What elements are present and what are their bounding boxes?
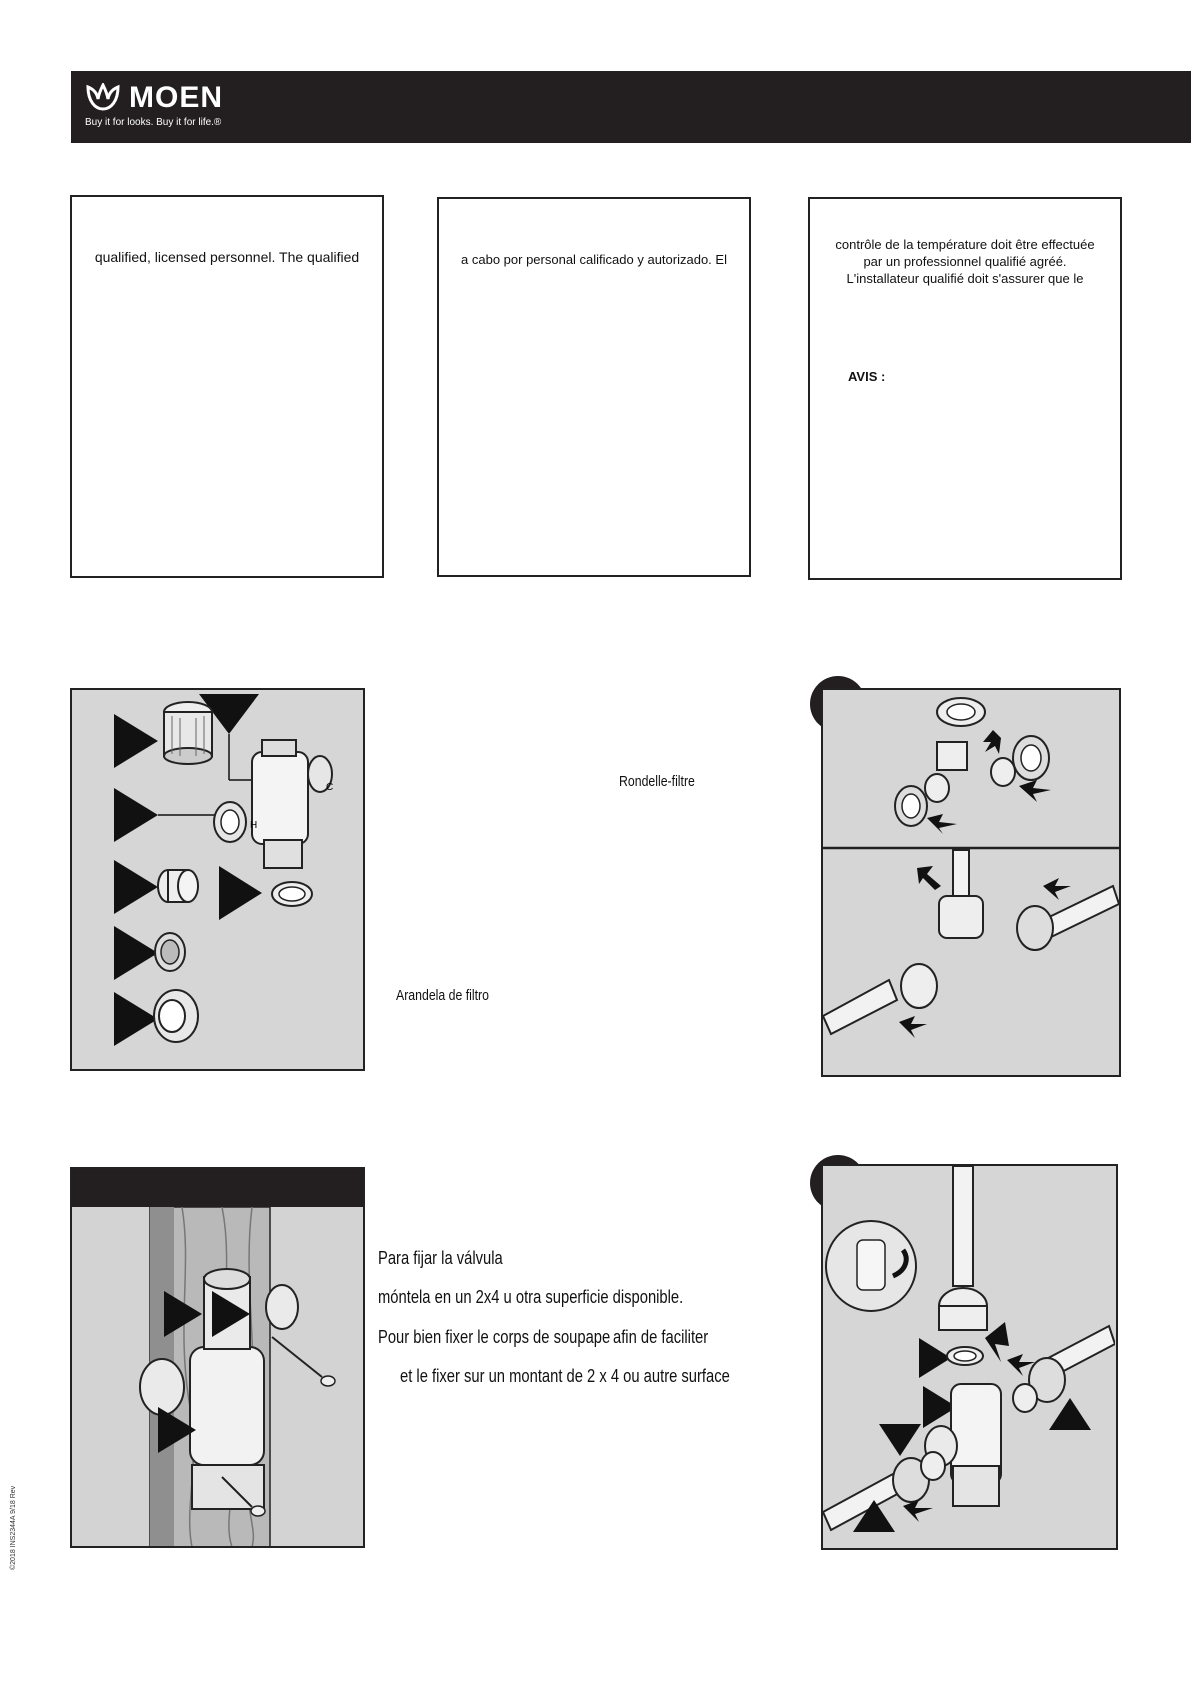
mount-es-line-1: Para fijar la válvula: [378, 1248, 503, 1268]
callout-s2-d-icon: [879, 1424, 921, 1456]
callout-s2-c-icon: [1049, 1398, 1091, 1430]
revision-text: Rev: [10, 1485, 17, 1499]
doc-code-text: ©2018 INS2344A 9/18: [10, 1500, 17, 1570]
cap-icon: [164, 702, 212, 764]
step-2-illustration: [823, 1166, 1115, 1548]
header-bar: [71, 71, 1191, 143]
spanish-warning-box: [437, 197, 751, 577]
english-warning-box: [70, 195, 384, 578]
callout-g-icon: [114, 992, 158, 1046]
callout-f-icon: [114, 926, 158, 980]
spanish-warning-line: a cabo por personal calificado y autorizado. El: [461, 252, 727, 267]
french-warning-box: [808, 197, 1122, 580]
arrow-down-s2-icon: [985, 1322, 1009, 1362]
french-warning-line-1: contrôle de la température doit être effectuée: [835, 237, 1095, 252]
arrow-left-2-icon: [1043, 878, 1071, 900]
arrow-right-icon: [899, 1016, 927, 1038]
step-1-panel: [821, 688, 1121, 1077]
washer-icon: [272, 882, 312, 906]
svg-text:C: C: [326, 782, 334, 793]
french-warning-line-3: L'installateur qualifié doit s'assurer que le: [846, 271, 1084, 286]
parts-illustration: [72, 690, 362, 1068]
step-2-panel: [821, 1164, 1118, 1550]
callout-c-icon: [114, 788, 158, 842]
callout-s2-a-icon: [919, 1338, 951, 1378]
filter-washer-label-es: Arandela de filtro: [396, 987, 489, 1004]
parts-panel: [70, 688, 365, 1071]
screw-1-icon: [272, 1337, 322, 1377]
french-warning-line-2: par un professionnel qualifié agréé.: [863, 254, 1067, 269]
french-notice-label: AVIS :: [848, 369, 886, 384]
filter-washer-icon: [155, 933, 185, 971]
arrow-down-right-icon: [917, 866, 941, 890]
filter-washer-label-fr: Rondelle-filtre: [619, 773, 695, 790]
document-code: [10, 1486, 17, 1570]
mount-es-line-2: móntela en un 2x4 u otra superficie disponible.: [378, 1287, 684, 1307]
arrow-right-s2-icon: [903, 1500, 933, 1522]
check-stop-icon: [158, 870, 198, 902]
callout-d-icon: [114, 860, 158, 914]
callout-a-icon: [114, 714, 158, 768]
arrow-down-left-icon: [927, 814, 957, 834]
nut-icon: [154, 990, 198, 1042]
mounting-panel-header: [72, 1169, 363, 1207]
svg-text:H: H: [250, 820, 258, 831]
mounting-panel: [70, 1167, 365, 1548]
arrow-left-icon: [1019, 780, 1051, 802]
moen-logo-mark-icon: [85, 83, 121, 113]
mount-fr-line-2: et le fixer sur un montant de 2 x 4 ou autre surface: [400, 1366, 730, 1386]
callout-e-icon: [219, 866, 262, 920]
mount-fr-line-1a: Pour bien fixer le corps de soupape: [378, 1327, 611, 1347]
mount-fr-line-1b: afin de faciliter: [613, 1327, 709, 1347]
mounting-illustration: [72, 1207, 362, 1547]
brand-name: MOEN: [129, 81, 223, 114]
english-warning-line: qualified, licensed personnel. The qualified: [94, 249, 360, 265]
arrow-up-icon: [983, 730, 1001, 754]
step-1-illustration: [823, 690, 1119, 1074]
brand-tagline: Buy it for looks. Buy it for life.®: [85, 117, 222, 128]
